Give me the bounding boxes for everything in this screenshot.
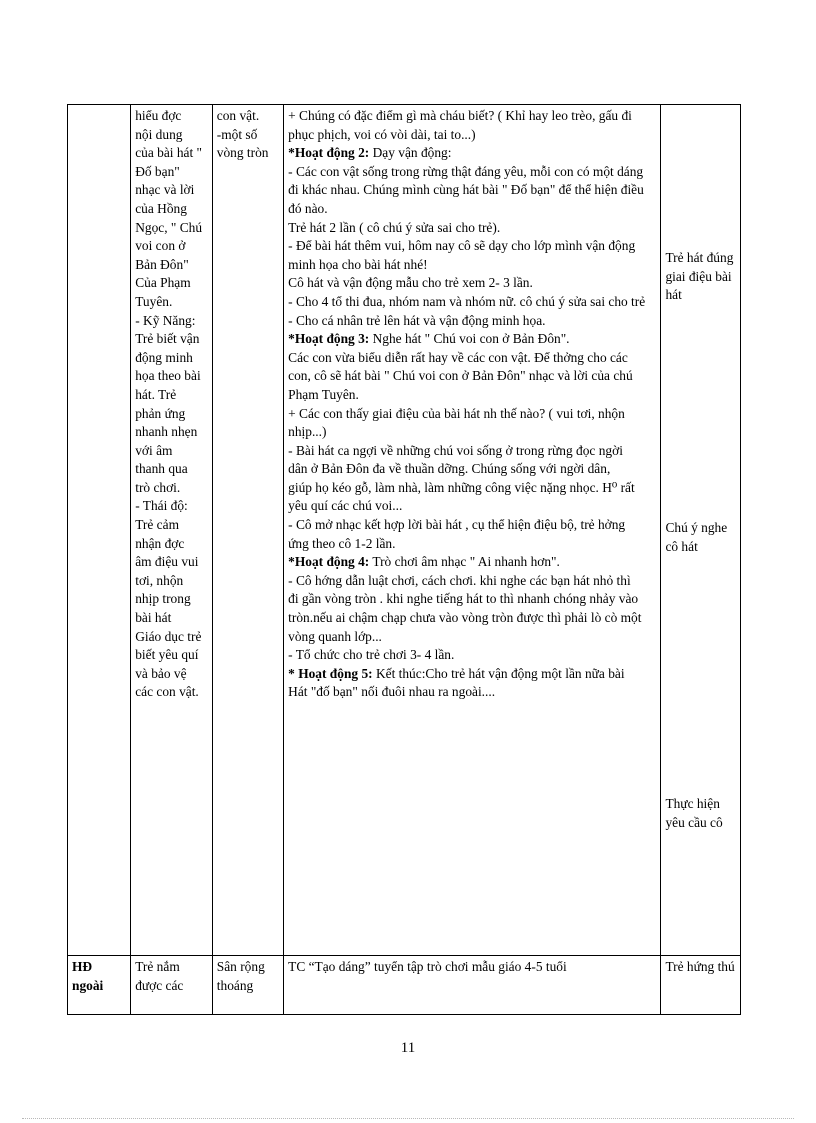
text-line: nhịp trong: [135, 591, 191, 607]
evaluation-note: Thực hiện yêu cầu cô: [665, 796, 723, 830]
page-bottom-rule: [22, 1118, 794, 1119]
text-line: nhanh nhẹn: [135, 424, 198, 440]
text-line: voi con ở: [135, 238, 186, 254]
procedure-line: [288, 144, 656, 163]
text-line: của bài hát ": [135, 145, 203, 161]
outdoor-objective: Trẻ nắm được các: [131, 956, 213, 1015]
procedure-line: Phạm Tuyên.: [288, 386, 359, 402]
procedure-line: đó nào.: [288, 200, 328, 216]
text-line: Giáo dục trẻ: [135, 628, 202, 644]
outdoor-preparation: Sân rộng thoáng: [212, 956, 283, 1015]
text-line: các con vật.: [135, 684, 199, 700]
text-line: thanh qua: [135, 461, 188, 477]
procedure-line: - Cô hớng dẫn luật chơi, cách chơi. khi nghe các bạn hát nhỏ thì: [288, 572, 631, 588]
procedure-line: Trẻ hát 2 lần ( cô chú ý sửa sai cho trẻ).: [288, 219, 501, 235]
outdoor-evaluation: Trẻ hứng thú: [661, 956, 741, 1015]
evaluation-note: Trẻ hát đúng giai điệu bài hát: [665, 250, 734, 303]
text-line: Trẻ cảm: [135, 517, 179, 533]
procedure-line: - Tổ chức cho trẻ chơi 3- 4 lần.: [288, 647, 455, 663]
text-line: Của Phạm: [135, 275, 191, 291]
text-line: Tuyên.: [135, 293, 173, 309]
procedure-line: con, cô sẽ hát bài " Chú voi con ở Bản Đôn" nhạc và lời của chú: [288, 368, 633, 384]
text-line: Trẻ biết vận: [135, 331, 200, 347]
text-line: nhạc và lời: [135, 182, 195, 198]
procedure-line: yêu quí các chú voi...: [288, 498, 403, 514]
procedure-line: Các con vừa biểu diễn rất hay về các con vật. Để thởng cho các: [288, 349, 628, 365]
procedure-line: ứng theo cô 1-2 lần.: [288, 535, 396, 551]
text-line: với âm: [135, 442, 173, 458]
procedure-line: - Cho 4 tổ thi đua, nhóm nam và nhóm nữ. cô chú ý sửa sai cho trẻ: [288, 293, 646, 309]
text-line: - Thái độ:: [135, 498, 188, 514]
procedure-line: [288, 665, 656, 684]
procedure-line: minh họa cho bài hát nhé!: [288, 256, 428, 272]
lesson-plan-table: [67, 104, 741, 1015]
activity-heading-rest: Nghe hát " Chú voi con ở Bản Đôn".: [369, 331, 570, 347]
evaluation-cell: [661, 105, 741, 956]
activity-heading-rest: Dạy vận động:: [369, 145, 452, 161]
text-line: nhận đợc: [135, 535, 185, 551]
activity-heading: *Hoạt động 4:: [288, 554, 370, 570]
outdoor-activity-label: HĐ ngoài: [68, 956, 131, 1015]
procedure-line: [288, 553, 656, 572]
procedure-line: dân ở Bản Đôn đa về thuần dỡng. Chúng sống với ngời dân,: [288, 461, 611, 477]
text-line: Đố bạn": [135, 163, 180, 179]
activity-heading: *Hoạt động 3:: [288, 331, 370, 347]
procedure-line: - Các con vật sống trong rừng thật đáng yêu, mỗi con có một dáng: [288, 163, 644, 179]
text-line: tơi, nhộn: [135, 572, 184, 588]
page-number: 11: [400, 1040, 416, 1056]
procedure-line: - Cho cá nhân trẻ lên hát và vận động minh họa.: [288, 312, 546, 328]
procedure-line: vòng quanh lớp...: [288, 628, 382, 644]
activity-heading-rest: Kết thúc:Cho trẻ hát vận động một lần nữa bài: [372, 665, 625, 681]
text-line: biết yêu quí: [135, 647, 199, 663]
activity-row: [68, 105, 741, 956]
procedure-line: [288, 330, 656, 349]
activity-type-cell: [68, 105, 131, 956]
text-line: -một số: [216, 126, 258, 142]
procedure-line: + Các con thấy giai điệu của bài hát nh thế nào? ( vui tơi, nhộn: [288, 405, 625, 421]
text-line: - Kỹ Năng:: [135, 312, 196, 328]
activity-heading-rest: Trò chơi âm nhạc " Ai nhanh hơn".: [369, 554, 560, 570]
procedure-line: Hát "đố bạn" nối đuôi nhau ra ngoài....: [288, 684, 496, 700]
text-line: phản ứng: [135, 405, 186, 421]
procedure-line: - Bài hát ca ngợi về những chú voi sống ở trong rừng đọc ngời: [288, 442, 623, 458]
text-line: trò chơi.: [135, 479, 181, 495]
text-line: của Hồng: [135, 200, 187, 216]
text-line: hát. Trẻ: [135, 386, 177, 402]
text-line: và bảo vệ: [135, 665, 187, 681]
activity-heading: *Hoạt động 2:: [288, 145, 370, 161]
activity-heading: * Hoạt động 5:: [288, 665, 373, 681]
text-line: nội dung: [135, 126, 183, 142]
text-line: Ngọc, " Chú: [135, 219, 203, 235]
text-line: con vật.: [216, 108, 260, 123]
procedure-line: - Cô mở nhạc kết hợp lời bài hát , cụ thể hiện điệu bộ, trẻ hởng: [288, 517, 626, 533]
procedure-line: nhịp...): [288, 424, 327, 440]
text-line: họa theo bài: [135, 368, 201, 384]
procedure-line: giúp họ kéo gỗ, làm nhà, làm những công việc nặng nhọc. H⁰ rất: [288, 479, 635, 495]
procedure-line: đi khác nhau. Chúng mình cùng hát bài " Đố bạn" để thể hiện điều: [288, 182, 644, 198]
text-line: âm điệu vui: [135, 554, 199, 570]
objectives-cell: [131, 105, 213, 956]
text-line: hiểu đợc: [135, 108, 182, 123]
text-line: vòng tròn: [216, 145, 269, 161]
procedure-line: đi gần vòng tròn . khi nghe tiếng hát to thì nhanh chóng nhảy vào: [288, 591, 639, 607]
procedure-line: - Để bài hát thêm vui, hôm nay cô sẽ dạy cho lớp mình vận động: [288, 238, 636, 254]
procedure-cell: [284, 105, 661, 956]
procedure-line: tròn.nếu ai chậm chạp chưa vào vòng tròn được thì phải lò cò một: [288, 610, 642, 626]
procedure-line: + Chúng có đặc điểm gì mà cháu biết? ( Khỉ hay leo trèo, gấu đi: [288, 108, 632, 123]
text-line: bài hát: [135, 610, 172, 626]
outdoor-activity-row: [68, 956, 741, 1015]
text-line: động minh: [135, 349, 193, 365]
evaluation-note: Chú ý nghe cô hát: [665, 520, 728, 554]
outdoor-procedure: TC “Tạo dáng” tuyển tập trò chơi mẫu giáo 4-5 tuổi: [284, 956, 661, 1015]
procedure-line: Cô hát và vận động mẫu cho trẻ xem 2- 3 lần.: [288, 275, 533, 291]
text-line: Bản Đôn": [135, 256, 189, 272]
preparation-cell: [212, 105, 283, 956]
procedure-line: phục phịch, voi có vòi dài, tai to...): [288, 126, 476, 142]
